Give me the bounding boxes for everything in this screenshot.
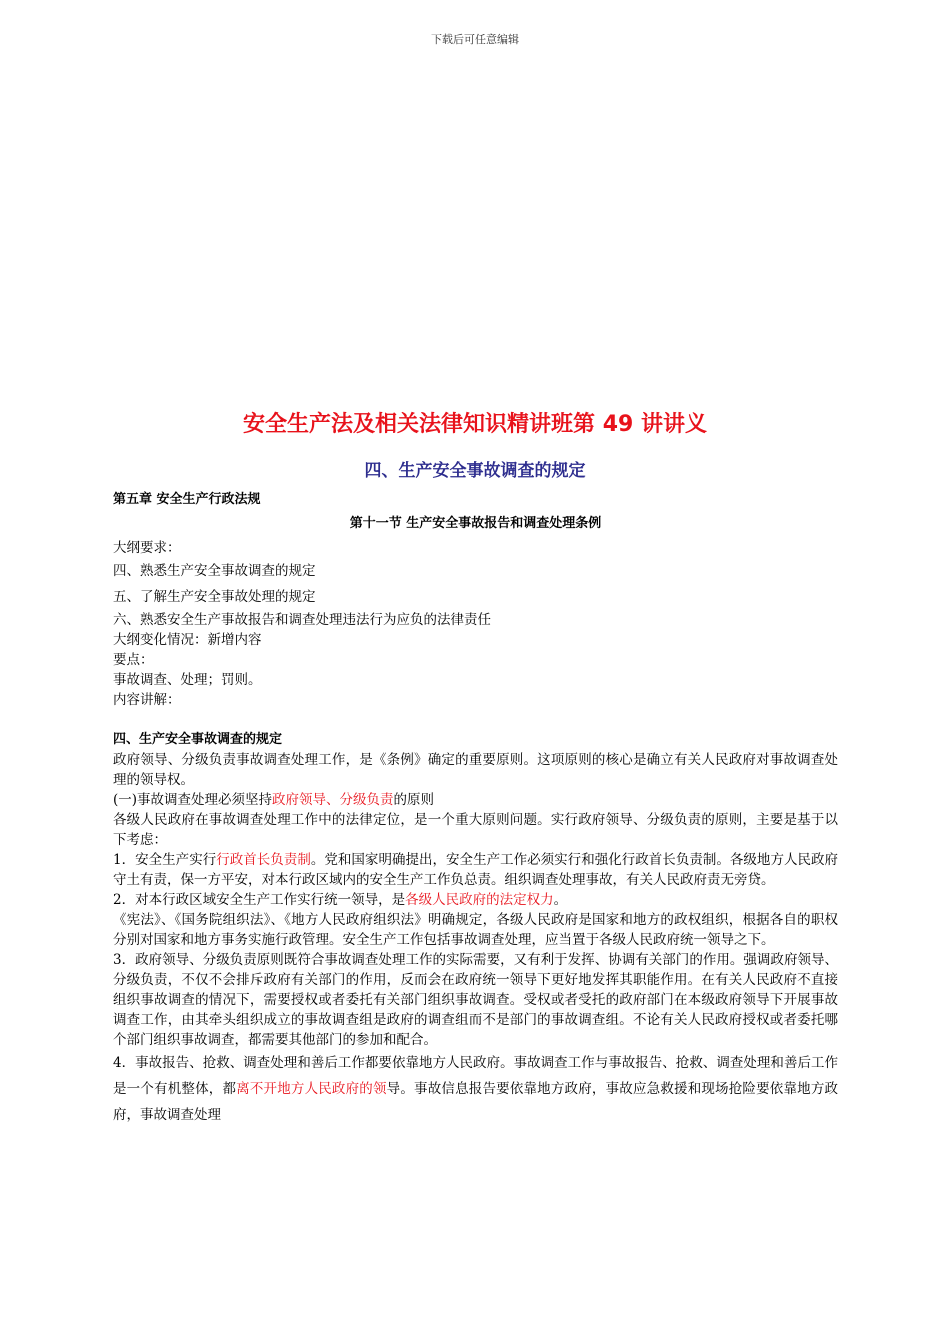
content-label: 内容讲解： [113,692,181,708]
outline-item: 五、了解生产安全事故处理的规定 [113,589,316,605]
paragraph-8-text: 4．事故报告、抢救、调查处理和善后工作都要依靠地方人民政府。事故调查工作与事故报告、抢救、调查处理和善后工作是一个有机整体，都 [113,1055,838,1097]
document-subtitle: 四、生产安全事故调查的规定 [364,461,586,481]
document-title: 安全生产法及相关法律知识精讲班第 49 讲讲义 [243,412,707,437]
outline-item: 六、熟悉安全生产事故报告和调查处理违法行为应负的法律责任 [113,612,491,628]
paragraph-4-highlight: 行政首长负责制 [216,852,311,868]
paragraph-2-text: (一)事故调查处理必须坚持 [113,792,273,808]
paragraph-5-highlight: 各级人民政府的法定权力 [405,892,554,908]
paragraph-5 [113,890,838,910]
chapter-heading: 第五章 安全生产行政法规 [113,492,261,507]
paragraph-4-text: 1．安全生产实行 [113,852,217,868]
paragraph-4-text-end: 。党和国家明确提出，安全生产工作必须实行和强化行政首长负责制。各级地方人民政府守土有责，保一方平安，对本行政区域内的安全生产工作负总责。组织调查处理事故，有关人民政府责无旁贷。 [113,852,839,888]
body-heading: 四、生产安全事故调查的规定 [113,732,283,747]
paragraph-7: 3．政府领导、分级负责原则既符合事故调查处理工作的实际需要，又有利于发挥、协调有关部门的作用。强调政府领导、分级负责，不仅不会排斥政府有关部门的作用，反而会在政府统一领导下更好地发挥其职能作用。在有关人民政府不直接组织事故调查的情况下，需要授权或者委托有关部门组织事故调查。受权或者受托的政府部门在本级政府领导下开展事故调查工作，由其牵头组织成立的事故调查组是政府的调查组而不是部门的事故调查组。不论有关人民政府授权或者委托哪个部门组织事故调查，都需要其他部门的参加和配合。 [113,952,838,1048]
paragraph-2-highlight: 政府领导、分级负责 [272,792,394,808]
section-heading: 第十一节 生产安全事故报告和调查处理条例 [349,516,602,531]
paragraph-2 [113,790,838,810]
paragraph-5-text-end: 。 [553,892,568,908]
paragraph-8 [113,1050,838,1128]
paragraph-2-text-end: 的原则 [393,792,435,808]
paragraph-6: 《宪法》、《国务院组织法》、《地方人民政府组织法》明确规定，各级人民政府是国家和地方的政权组织，根据各自的职权分别对国家和地方事务实施行政管理。安全生产工作包括事故调查处理，应当置于各级人民政府统一领导之下。 [113,912,838,948]
outline-requirement-label: 大纲要求： [113,540,181,556]
paragraph-5-text: 2．对本行政区域安全生产工作实行统一领导，是 [113,892,406,908]
paragraph-3: 各级人民政府在事故调查处理工作中的法律定位，是一个重大原则问题。实行政府领导、分级负责的原则，主要是基于以下考虑： [113,812,838,848]
paragraph-8-text-end: 导。事故信息报告要依靠地方政府，事故应急救援和现场抢险要依靠地方政府，事故调查处理 [113,1081,839,1123]
document-body [113,490,838,1128]
paragraph-4 [113,850,838,890]
outline-change: 大纲变化情况：新增内容 [113,632,262,648]
key-points-label: 要点： [113,652,154,668]
page-header-note: 下载后可任意编辑 [431,33,519,46]
paragraph-8-highlight: 离不开地方人民政府的领 [236,1081,387,1097]
paragraph-1: 政府领导、分级负责事故调查处理工作，是《条例》确定的重要原则。这项原则的核心是确立有关人民政府对事故调查处理的领导权。 [113,752,838,788]
outline-item: 四、熟悉生产安全事故调查的规定 [113,563,316,579]
key-points: 事故调查、处理；罚则。 [113,672,262,688]
